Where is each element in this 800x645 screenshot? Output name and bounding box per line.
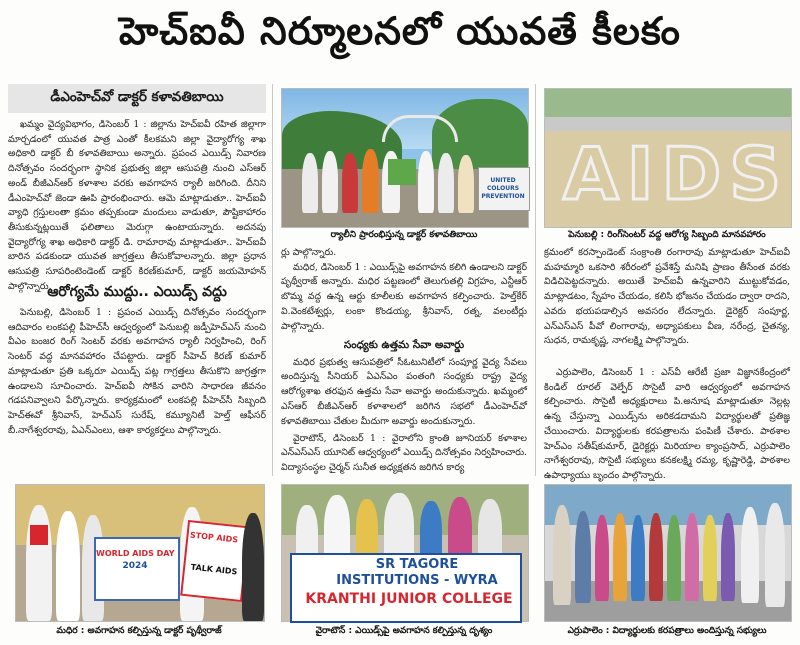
- photo-caption: వైరాటౌన్ : ఎయిడ్స్‌పై అవగాహన కల్పిస్తున్న దృశ్యం: [315, 626, 493, 636]
- sign-text: WORLD AIDS DAY: [96, 549, 175, 558]
- photo-wyra-college: [281, 484, 529, 622]
- article-paragraph: మధిర ప్రభుత్వ ఆసుపత్రిలో సీఓటునిటీలో సంపూర్ణ వైద్య సేవలు అందిస్తున్న సీనియర్ ఏఎన్ఎం పంతంగి సంధ్యకు రాష్ట్ర వైద్య ఆరోగ్యశాఖ తరఫున ఉత్తమ సేవా అవార్డు అందుకున్నారు. ఖమ్మంలో ఎస్ఆర్ బీజీఎన్ఆర్ కళాశాలలో జరిగిన సభలో డీఎంహెచ్‌వో కళావతిబాయి చేతుల మీదుగా అవార్డు అందుకున్నారు.: [281, 356, 527, 427]
- headline: హెచ్‌ఐవీ నిర్మూలనలో యువతే కీలకం: [119, 9, 681, 53]
- sign-text: TALK AIDS: [190, 562, 238, 577]
- article-paragraph: క్రమంలో కరస్పాండెంట్ సంక్రాంతి రంగారావు మాట్లాడుతూ హెచ్ఐవీ మహమ్మారి ఒకసారి శరీరంలో ప్రవేశిస్తే మనిషి ప్రాణం తీసేంత వరకు విడిచిపెట్టదన్నారు. అయితే హెచ్ఐవీ ఉన్నవారిని ముట్టుకోవడం, మాట్లాడటం, స్నేహం చేయడం, కలిసి భోజనం చేయడం ద్వారా రాదని, ఎవరు భయపడాల్సిన అవసరం లేదన్నారు. డైరెక్టర్ సంపూర్ణ, ఎన్ఎస్ఎస్ పీవో లింగారావు, అధ్యాపకులు వీణ, నరేంద్ర, చైతన్య, సుధన, రామకృష్ణ, నాగలక్ష్మి పాల్గొన్నారు.: [544, 247, 790, 347]
- banner-text: KRANTHI JUNIOR COLLEGE: [305, 591, 513, 607]
- article-body: [544, 246, 790, 364]
- banner-text: SR TAGORE: [375, 557, 459, 572]
- sign-text: 2024: [122, 561, 148, 571]
- article-paragraph: ర్లు పాల్గొన్నారు.: [281, 247, 337, 258]
- section-subhead: ఆరోగ్యమే ముద్దు.. ఎయిడ్స్ వద్దు: [47, 284, 227, 300]
- article-body: [544, 366, 790, 481]
- article-body: [281, 356, 527, 430]
- article-paragraph: వైరాటౌన్, డిసెంబర్ 1 : వైరాలోని క్రాంతి జూనియర్ కళాశాల ఎన్ఎస్ఎస్ యూనిట్ ఆధ్వర్యంలో ఎయిడ్స్ దినోత్సవం నిర్వహించారు. విద్యాసంస్థల చైర్మన్ సునీత అధ్యక్షతన జరిగిన కార్య: [281, 432, 527, 474]
- center-column: [281, 246, 527, 476]
- aids-letters: AIDS: [563, 132, 790, 216]
- article-body: [8, 306, 266, 458]
- section-subhead: డీఎంహెచ్‌వో డాక్టర్ కళావతిబాయి: [8, 84, 266, 113]
- banner-text: INSTITUTIONS - WYRA: [336, 573, 498, 588]
- photo-caption: పెనుబల్లి : రింగ్‌సెంటర్ వద్ద ఆరోగ్య సిబ్బంది మానవహారం: [568, 230, 766, 240]
- left-column: [8, 84, 266, 458]
- right-column: [544, 246, 790, 481]
- article-body: [281, 261, 527, 335]
- photo-human-chain: [544, 88, 792, 228]
- sign-text: STOP AIDS: [189, 530, 239, 545]
- photo-errupalem-students: [544, 484, 792, 622]
- article-paragraph: ఖమ్మం వైద్యవిభాగం, డిసెంబర్ 1 : జిల్లాను హెచ్ఐవీ రహిత జిల్లాగా మార్చడంలో యువత పాత్ర ఎంతో కీలకమని జిల్లా వైద్యారోగ్య శాఖ అధికారి డాక్టర్ బీ కళావతిబాయి అన్నారు. ప్రపంచ ఎయిడ్స్ నివారణ దినోత్సవం సందర్భంగా స్థానిక ప్రభుత్వ జిల్లా ఆసుపత్రి నుంచి ఎస్ఆర్ అండ్ బీజీఎన్ఆర్ కళాశాల వరకు అవగాహన ర్యాలీ జరిగింది. దీనిని డీఎంహెచ్‌వో జెండా ఊపి ప్రారంభించారు. ఆమె మాట్లాడుతూ.. హెచ్ఐవీ వ్యాధి గ్రస్తులంతా క్రమం తప్పకుండా మందులు వాడుతూ, పౌష్టికాహారం తీసుకున్నట్లయితే ఫలితాలు మెరుగ్గా ఉంటాయన్నారు. అదనపు వైద్యారోగ్య శాఖ అధికారి డాక్టర్ డి. రామారావు మాట్లాడుతూ.. హెచ్ఐవీ బారిన పడకుండా యువత జాగ్రత్తలు తీసుకోవాలన్నారు. జిల్లా ప్రధాన ఆసుపత్రి సూపరింటెండెంట్ డాక్టర్ కిరణ్‌కుమార్, డాక్టర్ జయమోహన్ పాల్గొన్నారు.: [8, 119, 266, 292]
- article-body: [281, 432, 527, 476]
- column-divider: [535, 84, 536, 476]
- photo-caption: మధిర : అవగాహన కల్పిస్తున్న డాక్టర్ పృథ్వీరాజ్: [56, 626, 222, 636]
- photo-madhira-awareness: [15, 484, 265, 622]
- article-paragraph: మధిర, డిసెంబర్ 1 : ఎయిడ్స్‌పై అవగాహన కలిగి ఉండాలని డాక్టర్ పృథ్వీరాజ్ అన్నారు. మధిర పట్టణంలో తెలుగుతల్లి విగ్రహం, ఎన్టీఆర్ బొమ్మ వద్ద ఉన్న ఆర్టు కూలీలకు అవగాహన కల్పించారు. హెల్త్‌కేర్ వి.వెంకటేశ్వర్లు, లంకా కొండయ్య, శ్రీనివాస్, రత్న, వలంటీర్లు పాల్గొన్నారు.: [281, 261, 527, 332]
- article-body: [281, 246, 527, 261]
- article-paragraph: ఎర్రుపాలెం, డిసెంబర్ 1 : ఎస్‌వీ ఆరేటీ ప్రజా విజ్ఞానకేంద్రంలో కిండిల్ రూరల్ వెల్ఫేర్ సొసైటీ వారి ఆధ్వర్యంలో అవగాహన కల్పించారు. సొసైటీ అధ్యక్షురాలు పి.అనూష మాట్లాడుతూ నెల్లట్ల ఉన్న చేస్తున్నా ఎయిడ్స్‌ను అరికడదామని విద్యార్థులతో ప్రతిజ్ఞ చేయించారు. విద్యార్థులకు కరపత్రాలను పంపిణీ చేశారు. పాఠశాల హెచ్ఎం సతీష్‌కుమార్, డైరెక్టర్లు మిరియాల క్యాంప్రసాద్, ఎర్రుపాలెం నాగేశ్వరరావు, సొసైటీ సభ్యులు కనకలక్ష్మి రమ్య, కృష్ణారెడ్డి, పాఠశాల ఉపాధ్యాయు బృందం పాల్గొన్నారు.: [544, 367, 790, 481]
- photo-caption: ర్యాలీని ప్రారంభిస్తున్న డాక్టర్ కళావతిబాయి: [330, 230, 478, 240]
- article-paragraph: పెనుబల్లి, డిసెంబర్ 1 : ప్రపంచ ఎయిడ్స్ దినోత్సవం సందర్భంగా ఆదివారం లంకపల్లి పీహెచ్‌సీ ఆధ్వర్యంలో పెనుబల్లి జడ్పీహెచ్ఎస్ నుంచి వీఎం బంజర రింగ్ సెంటర్ వరకు అవగాహన ర్యాలీ నిర్వహించి, రింగ్ సెంటర్ వద్ద మానవహారం చేపట్టారు. డాక్టర్ సీహెచ్ కిరణ్ కుమార్ మాట్లాడుతూ ప్రతి ఒక్కరూ ఎయిడ్స్ పట్ల గాగ్రత్తలు తీసుకొని జాగ్రత్తగా ఉండాలని సూచించారు. హెచ్ఐవీ సోకిన వారిని సాధారణ జీవనం గడపనివ్వాలని పేర్కొన్నారు. కార్యక్రమంలో లంకపల్లి పీహెచ్‌సీ సిబ్బంది హెచ్ఈవో శ్రీనివాస్, హెచ్ఎస్ సురేష్, కమ్యూనిటీ హెల్త్ ఆఫీసర్ బీ.నాగేశ్వరరావు, ఏఎన్ఎంలు, ఆశా కార్యకర్తలు పాల్గొన్నారు.: [8, 307, 266, 436]
- banner-text: UNITED COLOURS PREVENTION: [481, 177, 525, 200]
- photo-rally-start: [281, 88, 529, 228]
- section-subhead: సంధ్యకు ఉత్తమ సేవా అవార్డు: [343, 338, 465, 351]
- photo-caption: ఎర్రుపాలెం : విద్యార్థులకు కరపత్రాలు అందిస్తున్న సభ్యులు: [567, 626, 767, 636]
- column-divider: [272, 84, 273, 476]
